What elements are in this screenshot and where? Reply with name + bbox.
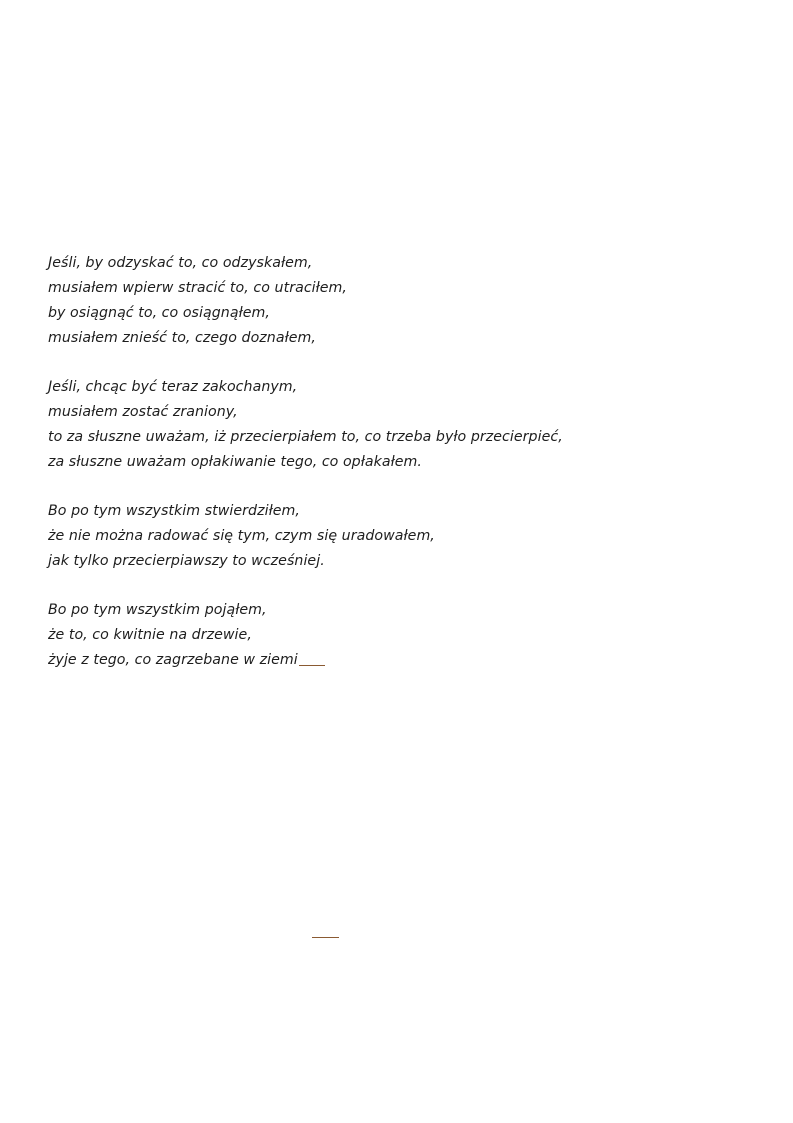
end-line-mark bbox=[299, 665, 325, 666]
stanza-1 bbox=[48, 251, 748, 351]
poem-line: Jeśli, chcąc być teraz zakochanym, bbox=[48, 379, 298, 395]
poem-line: jak tylko przecierpiawszy to wcześniej. bbox=[48, 553, 325, 569]
poem-line: że nie można radować się tym, czym się uradowałem, bbox=[48, 528, 435, 544]
poem-line: musiałem zostać zraniony, bbox=[48, 404, 238, 420]
poem-line: Bo po tym wszystkim stwierdziłem, bbox=[48, 503, 300, 519]
poem-line: Jeśli, by odzyskać to, co odzyskałem, bbox=[48, 255, 313, 271]
poem-line: musiałem znieść to, czego doznałem, bbox=[48, 330, 316, 346]
poem-line: musiałem wpierw stracić to, co utraciłem, bbox=[48, 280, 347, 296]
poem-line: za słuszne uważam opłakiwanie tego, co opłakałem. bbox=[48, 454, 422, 470]
stanza-2 bbox=[48, 375, 748, 475]
poem-line: to za słuszne uważam, iż przecierpiałem to, co trzeba było przecierpieć, bbox=[48, 429, 563, 445]
footnote-separator bbox=[312, 937, 339, 938]
stanza-3 bbox=[48, 499, 748, 574]
poem-line-text: żyje z tego, co zagrzebane w ziemi bbox=[48, 652, 298, 668]
poem-line-last bbox=[48, 648, 748, 673]
poem-line: by osiągnąć to, co osiągnąłem, bbox=[48, 305, 270, 321]
poem-line: że to, co kwitnie na drzewie, bbox=[48, 627, 252, 643]
poem bbox=[48, 251, 748, 697]
poem-line: Bo po tym wszystkim pojąłem, bbox=[48, 602, 267, 618]
stanza-4 bbox=[48, 598, 748, 673]
